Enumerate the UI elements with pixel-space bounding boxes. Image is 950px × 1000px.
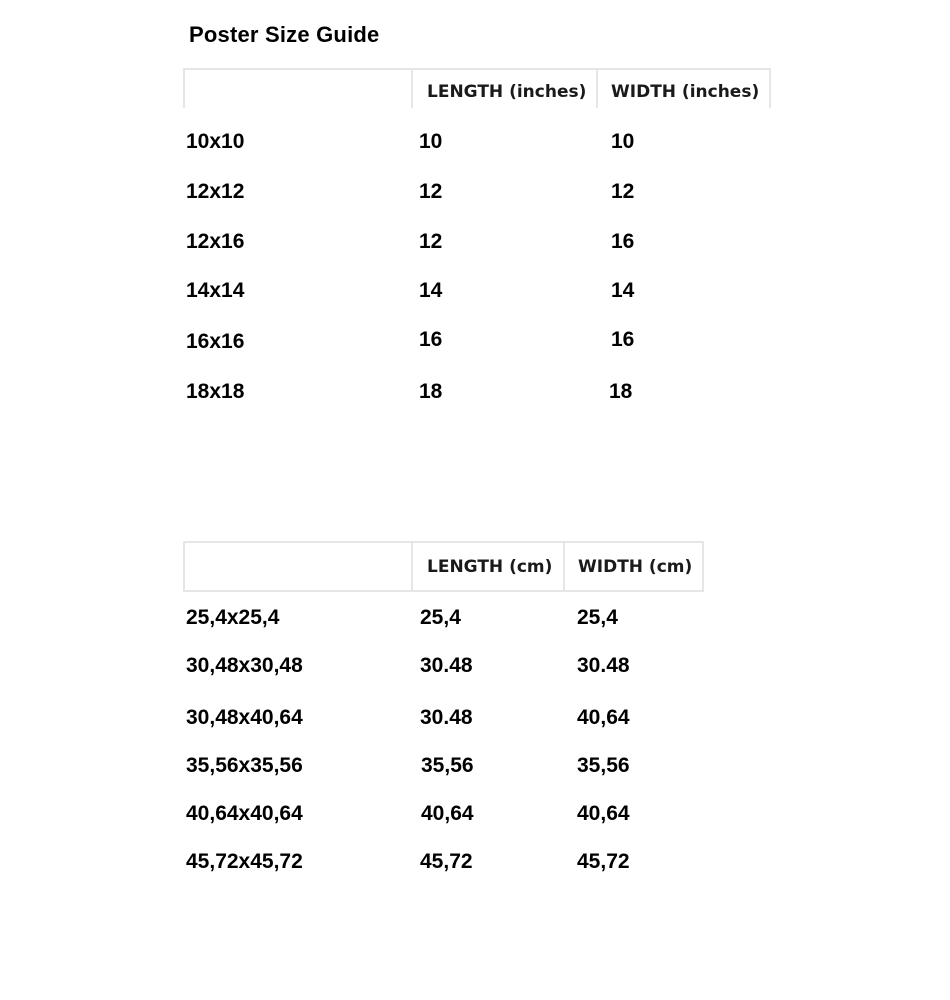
size-cell: 14x14: [186, 279, 245, 302]
cm-size-table: [183, 541, 704, 592]
width-cell: 18: [609, 380, 633, 403]
length-cell: 40,64: [421, 802, 474, 825]
width-cell: 14: [611, 279, 635, 302]
length-cell: 35,56: [421, 754, 474, 777]
width-cell: 16: [611, 328, 635, 351]
table-header-row: [183, 68, 771, 108]
length-cell: 25,4: [420, 606, 461, 629]
width-cell: 25,4: [577, 606, 618, 629]
size-cell: 10x10: [186, 130, 245, 153]
width-cell: 45,72: [577, 850, 630, 873]
length-cell: 45,72: [420, 850, 473, 873]
header-cell-width: WIDTH (cm): [563, 541, 704, 592]
size-cell: 35,56x35,56: [186, 754, 303, 777]
size-cell: 12x12: [186, 180, 245, 203]
size-cell: 18x18: [186, 380, 245, 403]
length-cell: 30.48: [420, 654, 473, 677]
width-cell: 12: [611, 180, 635, 203]
width-cell: 40,64: [577, 802, 630, 825]
size-cell: 30,48x40,64: [186, 706, 303, 729]
header-cell-length: LENGTH (inches): [411, 68, 597, 108]
inches-size-table: [183, 68, 771, 108]
header-cell-size: [183, 541, 411, 592]
length-cell: 16: [419, 328, 443, 351]
header-cell-length: LENGTH (cm): [411, 541, 564, 592]
page-title: Poster Size Guide: [189, 22, 380, 47]
length-cell: 12: [419, 180, 443, 203]
width-cell: 16: [611, 230, 635, 253]
size-cell: 25,4x25,4: [186, 606, 280, 629]
length-cell: 14: [419, 279, 443, 302]
table-header-row: [183, 541, 704, 592]
size-cell: 40,64x40,64: [186, 802, 303, 825]
width-cell: 40,64: [577, 706, 630, 729]
header-cell-width: WIDTH (inches): [596, 68, 771, 108]
length-cell: 10: [419, 130, 443, 153]
size-cell: 45,72x45,72: [186, 850, 303, 873]
size-cell: 30,48x30,48: [186, 654, 303, 677]
width-cell: 10: [611, 130, 635, 153]
length-cell: 18: [419, 380, 443, 403]
width-cell: 30.48: [577, 654, 630, 677]
length-cell: 30.48: [420, 706, 473, 729]
header-cell-size: [183, 68, 411, 108]
length-cell: 12: [419, 230, 443, 253]
width-cell: 35,56: [577, 754, 630, 777]
size-cell: 12x16: [186, 230, 245, 253]
size-cell: 16x16: [186, 330, 245, 353]
